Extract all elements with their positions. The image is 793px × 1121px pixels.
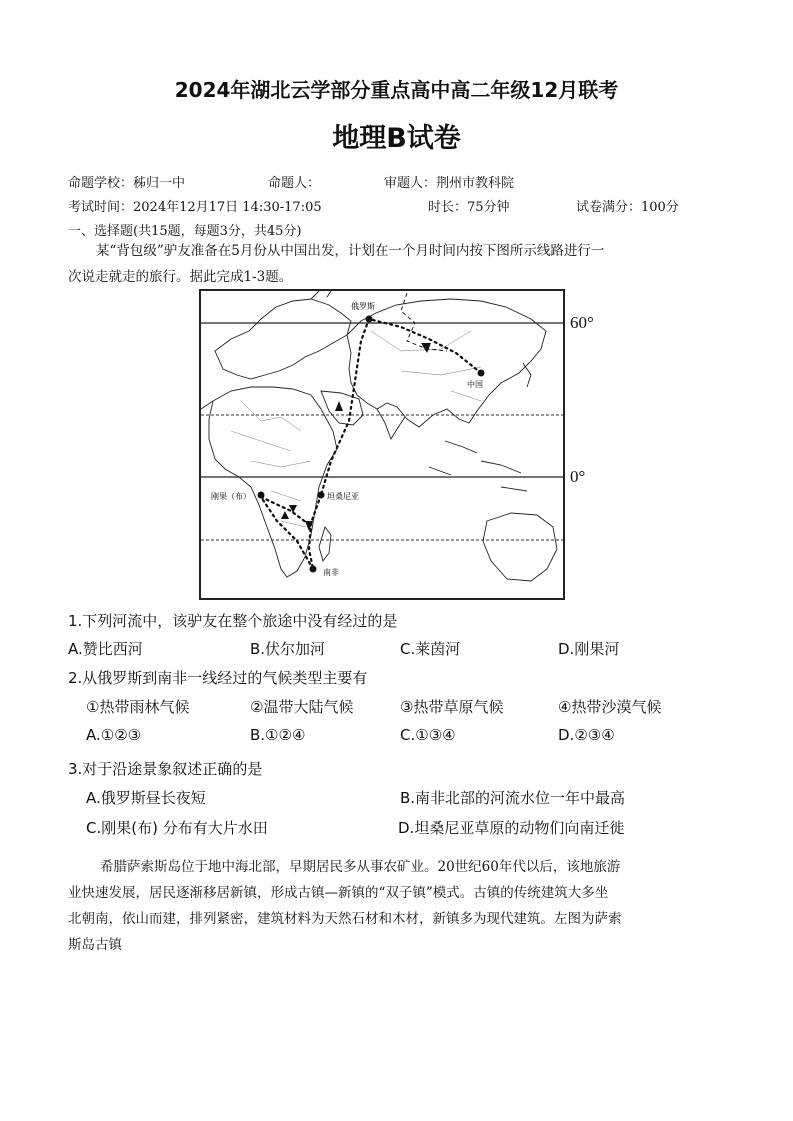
arrow-icon <box>281 511 289 519</box>
q2-option-d[interactable]: D.②③④ <box>558 726 615 744</box>
q3-option-a[interactable]: A.俄罗斯昼长夜短 <box>86 789 206 807</box>
label-china: 中国 <box>467 380 483 389</box>
arrow-icon <box>335 401 343 411</box>
paper-subtitle: 地理B试卷 <box>332 123 461 154</box>
lat-label-60: 60° <box>570 313 594 332</box>
lat-label-0: 0° <box>570 467 586 486</box>
place-dot-southafrica <box>310 566 317 573</box>
intro-line-2: 次说走就走的旅行。据此完成1-3题。 <box>68 269 293 285</box>
info-author: 命题人： <box>268 176 321 191</box>
route-map <box>199 289 565 600</box>
label-congo: 刚果（布） <box>211 492 251 501</box>
travel-route <box>261 319 481 569</box>
passage-line-2: 业快速发展，居民逐渐移居新镇，形成古镇—新镇的“双子镇”模式。古镇的传统建筑大多坐 <box>68 885 609 901</box>
arrow-icon <box>421 343 431 353</box>
label-southafrica: 南非 <box>323 568 339 577</box>
passage-line-1: 希腊萨索斯岛位于地中海北部，早期居民多从事农矿业。20世纪60年代以后，该地旅游 <box>100 859 621 875</box>
q2-item-4: ④热带沙漠气候 <box>558 698 662 716</box>
question-2-stem: 2.从俄罗斯到南非一线经过的气候类型主要有 <box>68 669 368 687</box>
info-exam-time: 考试时间：2024年12月17日 14:30-17:05 <box>68 200 322 215</box>
passage-line-3: 北朝南，依山而建，排列紧密，建筑材料为天然石材和木材，新镇多为现代建筑。左图为萨索 <box>68 911 622 927</box>
q1-option-b[interactable]: B.伏尔加河 <box>250 640 326 658</box>
q1-option-d[interactable]: D.刚果河 <box>558 640 620 658</box>
intro-line-1: 某“背包级”驴友准备在5月份从中国出发，计划在一个月时间内按下图所示线路进行一 <box>96 243 605 259</box>
question-1-stem: 1.下列河流中，该驴友在整个旅途中没有经过的是 <box>68 612 398 630</box>
q1-option-c[interactable]: C.莱茵河 <box>400 640 461 658</box>
place-dot-russia <box>366 316 373 323</box>
q2-item-1: ①热带雨林气候 <box>86 698 190 716</box>
land-outlines <box>201 291 557 581</box>
q2-item-2: ②温带大陆气候 <box>250 698 354 716</box>
route-map-svg <box>201 291 563 598</box>
q1-option-a[interactable]: A.赞比西河 <box>68 640 143 658</box>
q3-option-c[interactable]: C.刚果(布) 分布有大片水田 <box>86 819 268 837</box>
place-dot-china <box>478 370 485 377</box>
place-dot-congo <box>258 492 265 499</box>
info-full-score: 试卷满分：100分 <box>576 200 679 215</box>
arrow-icon <box>289 505 297 513</box>
q3-option-d[interactable]: D.坦桑尼亚草原的动物们向南迁徙 <box>398 819 625 837</box>
exam-title: 2024年湖北云学部分重点高中高二年级12月联考 <box>174 78 619 102</box>
q2-option-a[interactable]: A.①②③ <box>86 726 142 744</box>
label-tanzania: 坦桑尼亚 <box>327 492 359 501</box>
q2-option-c[interactable]: C.①③④ <box>400 726 456 744</box>
info-duration: 时长：75分钟 <box>428 200 510 215</box>
section-heading: 一、选择题(共15题，每题3分，共45分) <box>68 224 302 239</box>
label-russia: 俄罗斯 <box>351 302 375 311</box>
passage-line-4: 斯岛古镇 <box>68 937 122 953</box>
route-tanzania-southafrica <box>309 495 321 569</box>
q3-option-b[interactable]: B.南非北部的河流水位一年中最高 <box>400 789 626 807</box>
q2-item-3: ③热带草原气候 <box>400 698 504 716</box>
q2-option-b[interactable]: B.①②④ <box>250 726 306 744</box>
question-3-stem: 3.对于沿途景象叙述正确的是 <box>68 760 263 778</box>
info-reviewer: 审题人：荆州市教科院 <box>384 176 515 191</box>
russia-border-dash <box>401 293 447 351</box>
place-dot-tanzania <box>318 492 325 499</box>
info-school: 命题学校：秭归一中 <box>68 176 186 191</box>
